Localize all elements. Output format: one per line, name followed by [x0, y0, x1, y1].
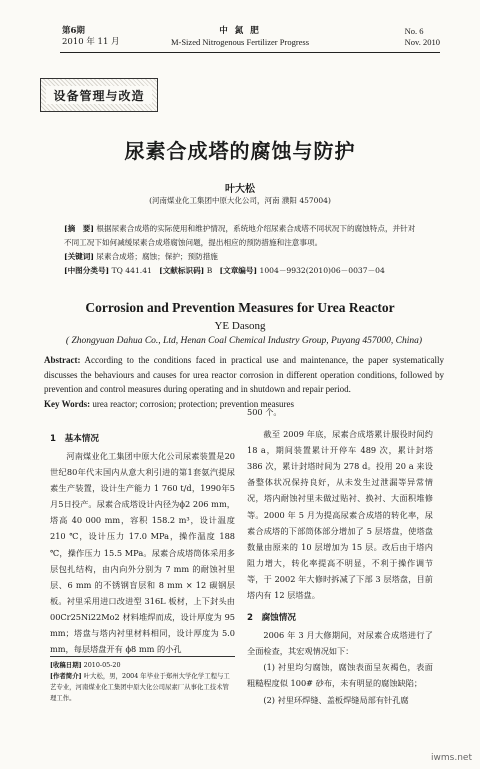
keywords-en: urea reactor; corrosion; protection; prevention measures	[92, 399, 295, 409]
footnote	[50, 660, 235, 704]
right-paragraph-2: 2006 年 3 月大修期间，对尿素合成塔进行了全面检查，其宏观情况如下：	[247, 630, 433, 657]
keywords-cn: 尿素合成塔；腐蚀；保护；预防措施	[96, 252, 218, 261]
journal-en: M-Sized Nitrogenous Fertilizer Progress	[170, 37, 310, 47]
keywords-cn-label: [关键词]	[64, 252, 94, 261]
author-en: YE Dasong	[214, 320, 266, 332]
issue-cn: 第6期	[62, 26, 85, 36]
author-bio-label: [作者简介]	[50, 672, 82, 680]
classification: TQ 441.41	[111, 266, 152, 275]
column-badge	[40, 78, 158, 112]
author-cn: 叶大松	[225, 184, 255, 195]
right-paragraph-1: 截至 2009 年底，尿素合成塔累计服役时间约 18 a，期间装置累计开停车 489 次，累计封塔 386 次，累计封塔时间为 278 d。投用 20 a 来设备整体状况保持良好，从未发生过泄漏等异常情况，塔内耐蚀衬里未做过贴衬、换衬、大面积堆修等。2000 年 5 月为提高尿素合成塔的转化率，尿素合成塔的下部筒体部分增加了 5 层塔盘，使塔盘数量由原来的 10 层增加为 15 层。改后由于塔内阻力增大，转化率提高不明显，不利于操作调节等，于 2002 年大修时拆减了下部 3 层塔盘，目前塔内有 12 层塔盘。	[247, 429, 433, 601]
received-date	[50, 660, 235, 671]
issue-en: No. 6	[404, 26, 424, 36]
abstract-en-label: Abstract:	[44, 355, 81, 365]
classification-label: [中图分类号]	[64, 266, 110, 275]
list-item-1: (1) 衬里均匀腐蚀，腐蚀表面呈灰褐色，表面粗糙程度似 100# 砂布，未有明显的腐蚀缺陷；	[247, 662, 433, 689]
abstract-cn-text: 根据尿素合成塔的实际使用和维护情况，系统地介绍尿素合成塔不同状况下的腐蚀特点，并针对不同工况下如何减缓尿素合成塔腐蚀问题，提出相应的预防措施和注意事项。	[64, 224, 416, 247]
received-value: 2010-05-20	[83, 661, 121, 669]
date-cn: 2010 年 11 月	[62, 37, 120, 47]
title-cn: 尿素合成塔的腐蚀与防护	[124, 139, 356, 163]
keywords-en-label: Key Words:	[44, 399, 91, 409]
date-en: Nov. 2010	[404, 37, 440, 47]
section-1-paragraph: 河南煤业化工集团中原大化公司尿素装置是20世纪80年代末国内从意大利引进的第1套氨汽提尿素生产装置，设计生产能力 1 760 t/d，1990年5月5日投产。尿素合成塔设计内径为ϕ2 206 mm，塔高 40 000 mm，容积 158.2 m³，设计温度 210 ℃，设计压力 17.0 MPa，操作温度 188 ℃，操作压力 15.5 MPa。尿素合成塔筒体采用多层包扎结构，由内向外分别为 7 mm 的耐蚀衬里层、6 mm 的不锈钢盲层和 8 mm × 12 碳钢层板。衬里采用进口改进型 316L 板材，上下封头由00Cr25Ni22Mo2 材料堆焊而成，设计厚度为 95 mm；塔盘与塔内衬里材料相同，设计厚度为 5.0 mm，每层塔盘开有 ϕ8 mm 的小孔	[50, 451, 235, 655]
abstract-en-text: According to the conditions faced in practical use and maintenance, the paper systematically discusses the behaviours and causes for urea reactor corrosion in different operation conditions, followed by prevention and control measures during operating and in shutdown and repair period.	[44, 355, 445, 394]
author-bio	[50, 671, 235, 704]
list-item-2: (2) 衬里环焊缝、盖板焊缝局部有针孔腐	[263, 694, 409, 705]
right-column	[247, 404, 433, 708]
doc-code: B	[206, 266, 213, 275]
footnote-rule	[50, 656, 235, 657]
column-badge-label: 设备管理与改造	[46, 86, 152, 104]
watermark: iwms.net	[431, 753, 472, 763]
header-right	[405, 26, 440, 48]
article-id-label: [文章编号]	[219, 266, 258, 275]
affiliation-cn: (河南煤业化工集团中原大化公司，河南 濮阳 457004)	[149, 196, 331, 205]
received-label: [收稿日期]	[50, 661, 82, 669]
title-en: Corrosion and Prevention Measures for Urea Reactor	[85, 300, 395, 315]
abstract-cn-label: [摘 要]	[64, 224, 94, 233]
continued-text: 500 个。	[247, 407, 282, 417]
author-bio-text: 叶大松，男，2004 年毕业于郑州大学化学工程与工艺专业，河南煤业化工集团中原大化公司尿素厂从事化工技术管理工作。	[50, 672, 230, 702]
section-1-heading: 1 基本情况	[50, 434, 99, 444]
abstract-cn	[64, 222, 420, 278]
doc-code-label: [文献标识码]	[159, 266, 205, 275]
journal-cn: 中 氮 肥	[219, 26, 261, 36]
left-column	[50, 432, 235, 657]
affiliation-en: ( Zhongyuan Dahua Co., Ltd, Henan Coal Chemical Industry Group, Puyang 457000, China)	[65, 336, 423, 346]
abstract-en	[44, 353, 444, 397]
header-rule	[60, 52, 440, 53]
section-2-heading: 2 腐蚀情况	[247, 613, 296, 624]
article-id: 1004－9932(2010)06－0037－04	[259, 266, 385, 275]
